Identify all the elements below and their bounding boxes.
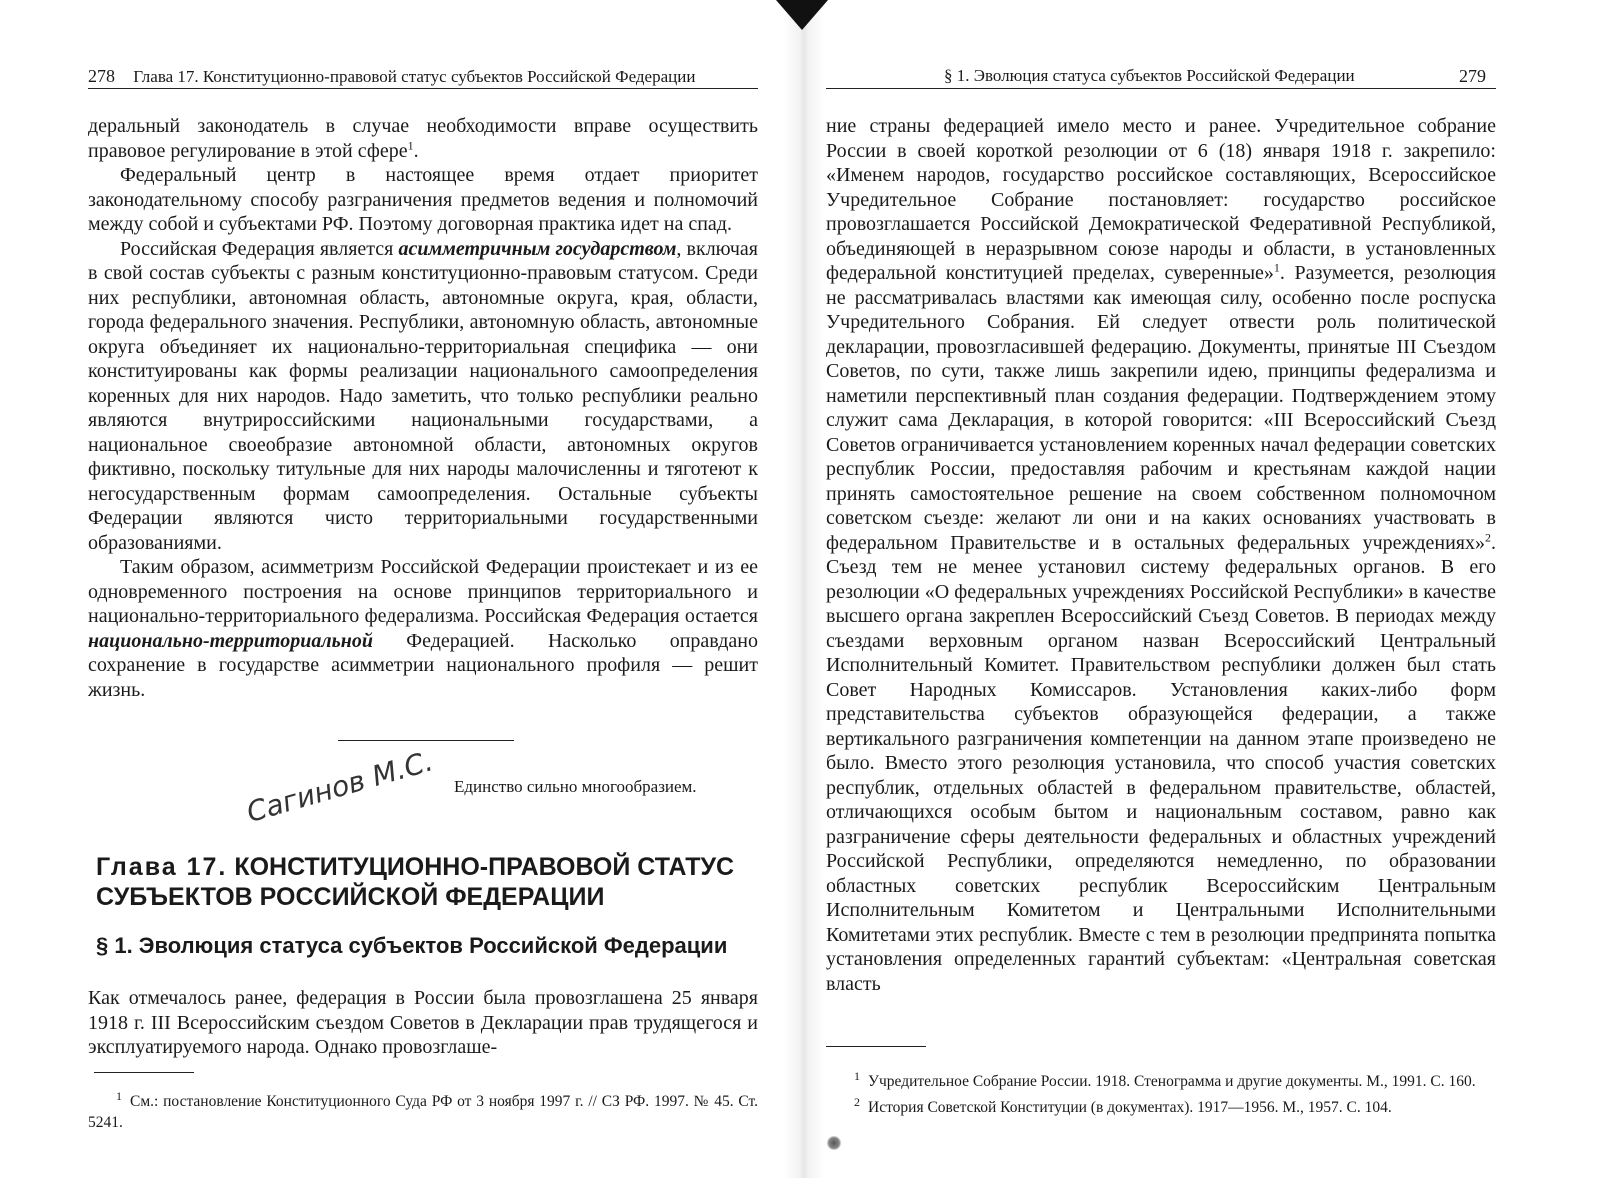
footnote-ref: 1	[1273, 260, 1280, 275]
left-footnotes	[88, 1086, 758, 1133]
right-running-title: § 1. Эволюция статуса субъектов Российской Федерации	[944, 66, 1355, 85]
paragraph: Федеральный центр в настоящее время отдает приоритет законодательному способу разграничения предметов ведения и полномочий между собой и субъектами РФ. Поэтому договорная практика идет на спад.	[88, 164, 758, 235]
gutter-mark	[776, 0, 828, 30]
library-stamp	[826, 1136, 842, 1150]
footnote: $^1$ См.: постановление Конституционного Суда РФ от 3 ноября 1997 г. // СЗ РФ. 1997. № 45. Ст. 5241.	[88, 1089, 758, 1132]
left-body-text	[88, 114, 758, 702]
right-footnotes	[826, 1066, 1496, 1118]
paragraph: деральный законодатель в случае необходимости вправе осуществить правовое регулирование в этой сфере$^1$.	[88, 115, 758, 162]
left-running-head	[88, 64, 758, 89]
right-page	[826, 0, 1496, 1178]
footnote: $^2$ История Советской Конституции (в документах). 1917—1956. М., 1957. С. 104.	[854, 1095, 1392, 1117]
section-title: § 1. Эволюция статуса субъектов Российской Федерации	[96, 933, 728, 958]
right-body-text	[826, 114, 1496, 996]
chapter-title	[96, 852, 756, 912]
right-page-number: 279	[1459, 66, 1486, 86]
right-running-head	[826, 64, 1496, 89]
chapter-label: Глава 17.	[96, 853, 228, 881]
epigraph: Единство сильно многообразием.	[454, 777, 697, 796]
left-running-title: Глава 17. Конституционно-правовой статус субъектов Российской Федерации	[133, 67, 696, 86]
footnote-divider	[94, 1072, 194, 1073]
paragraph: Российская Федерация является асимметричным государством, включая в свой состав субъекты с разным конституционно-правовым статусом. Среди них республики, автономная область, автономные округа, края, области, города федерального значения. Республики, автономную область, автономные округа объединяет их национально-территориальная специфика — они конституированы как формы реализации национального самоопределения коренных для них народов. Надо заметить, что только республики реально являются внутрироссийскими национальными государствами, а национальное своеобразие автономной области, автономных округов фиктивно, поскольку титульные для них народы малочисленны и тяготеют к негосударственным формам самоопределения. Остальные субъекты Федерации являются чисто территориальными государственными образованиями.	[88, 237, 758, 554]
paragraph: Как отмечалось ранее, федерация в России была провозглашена 25 января 1918 г. III Всероссийским съездом Советов в Декларации прав трудящегося и эксплуатируемого народа. Однако провозглаше-	[88, 987, 758, 1058]
paragraph: Таким образом, асимметризм Российской Федерации проистекает и из ее одновременного построения на основе принципов территориального и национально-территориального федерализма. Российская Федерация остается национально-территориальной Федерацией. Насколько оправдано сохранение в государстве асимметрии национального профиля — решит жизнь.	[88, 556, 758, 701]
section-body-text	[88, 986, 758, 1060]
book-gutter	[784, 0, 824, 1178]
footnote-divider	[826, 1046, 926, 1047]
left-page-number: 278	[88, 66, 115, 86]
footnote-ref: 2	[1485, 529, 1491, 544]
chapter-name: КОНСТИТУЦИОННО-ПРАВОВОЙ СТАТУС СУБЪЕКТОВ РОССИЙСКОЙ ФЕДЕРАЦИИ	[96, 853, 735, 911]
emphasis: асимметричным государством	[398, 237, 677, 260]
footnote-ref: 1	[407, 137, 414, 152]
section-divider	[338, 740, 514, 741]
emphasis: национально-территориальной	[88, 629, 373, 652]
paragraph: ние страны федерацией имело место и ранее. Учредительное собрание России в своей короткой резолюции от 6 (18) января 1918 г. закрепило: «Именем народов, государство российское составляющих, Всероссийское Учредительное Собрание постановляет: государство российское провозглашается Российской Демократической Федеративной Республикой, объединяющей в неразрывном союзе народы и области, в установленных федеральной конституцией пределах, суверенные»$^1$. Разумеется, резолюция не рассматривалась властями как имеющая силу, особенно после роспуска Учредительного Собрания. Ей следует отвести роль политической декларации, провозгласившей федерацию. Документы, принятые III Съездом Советов, по сути, также лишь закрепили идею, принципы федерализма и наметили перспективный план создания федерации. Подтверждением этому служит сама Декларация, в которой говорится: «III Всероссийский Съезд Советов ограничивается установлением коренных начал федерации советских республик России, предоставляя рабочим и крестьянам каждой нации принять самостоятельное решение на своем собственном полномочном советском съезде: желают ли они и на каких основаниях участвовать в федеральном Правительстве и в остальных федеральных учреждениях»$^2$. Съезд тем не менее установил систему федеральных органов. В его резолюции «О федеральных учреждениях Российской Республики» в качестве высшего органа закреплен Всероссийский Съезд Советов. В периодах между съездами верховным органом назван Всероссийский Центральный Исполнительный Комитет. Правительством республики должен был стать Совет Народных Комиссаров. Установления каких-либо форм представительства субъектов образующейся федерации, а также вертикального разграничения компетенции на данном этапе произведено не было. Вместо этого резолюция установила, что способ участия советских республик, отдельных областей в федеральном правительстве, областей, отличающихся особым бытом и национальным составом, равно как разграничение сферы деятельности федеральных и областных учреждений Российской Республики, определяются немедленно, по образовании областных советских республик Всероссийским Центральным Исполнительным Комитетом и Центральными Исполнительными Комитетами этих республик. Вместе с тем в резолюции предпринята попытка установления определенных гарантий субъектам: «Центральная советская власть	[826, 115, 1496, 995]
left-page	[88, 0, 758, 1178]
footnote: $^1$ Учредительное Собрание России. 1918. Стенограмма и другие документы. М., 1991. С. 160.	[854, 1069, 1476, 1091]
handwritten-signature: Сагинов М.С.	[242, 744, 437, 829]
